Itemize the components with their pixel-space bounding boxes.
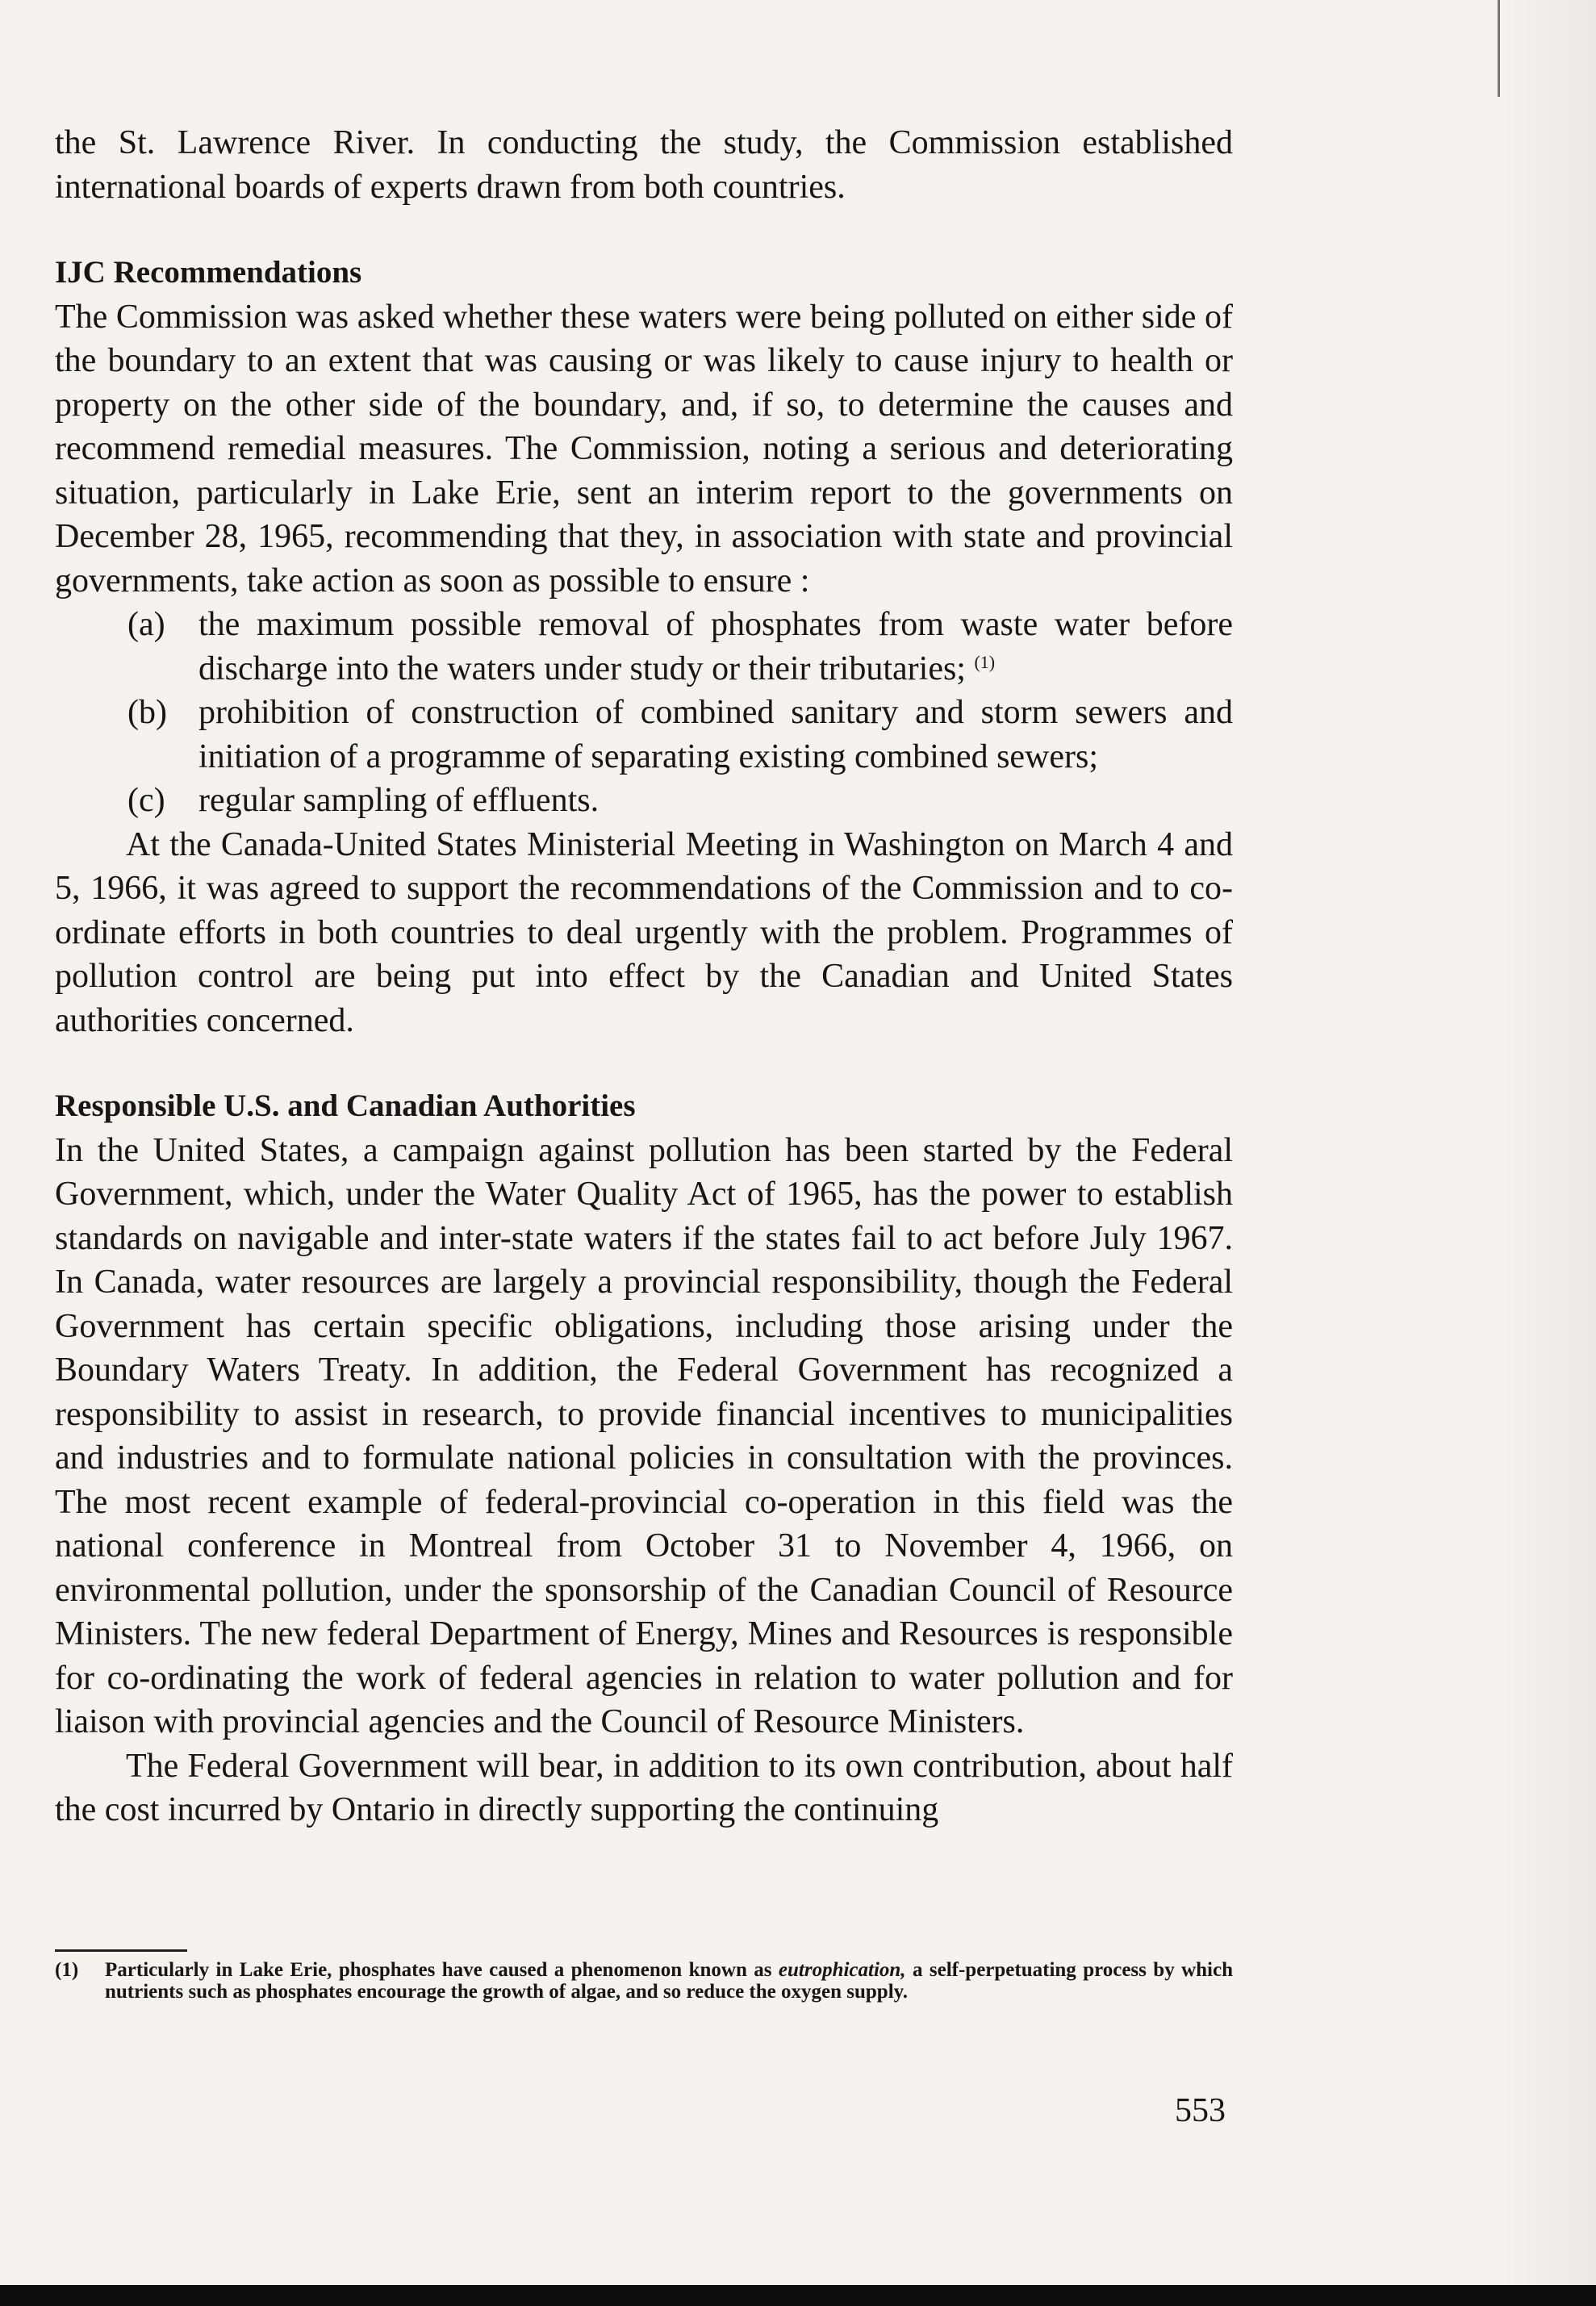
recommendations-list — [55, 603, 1233, 823]
list-item — [55, 779, 1233, 823]
list-item — [55, 691, 1233, 779]
scan-bottom-edge — [0, 2285, 1596, 2306]
footnote-text-after: a self-perpetuating process by which nutrients such as phosphates encourage the growth of algae, and so reduce the oxygen supply. — [105, 1959, 1234, 2003]
footnote-reference[interactable]: (1) — [974, 651, 996, 672]
footnote-marker: (1) — [55, 1959, 79, 1981]
footnote-text-before: Particularly in Lake Erie, phosphates have caused a phenomenon known as — [105, 1959, 772, 1981]
section2-paragraph-2: The Federal Government will bear, in addition to its own contribution, about half the cost incurred by Ontario in directly supporting the continuing — [55, 1747, 1233, 1828]
scan-edge-shadow — [1499, 0, 1596, 2306]
footnote — [55, 1959, 1233, 2003]
opening-paragraph: the St. Lawrence River. In conducting the study, the Commission established international boards of experts drawn from both countries. — [55, 124, 1233, 206]
footnote-term: eutrophication, — [778, 1959, 906, 1981]
list-item — [55, 603, 1233, 691]
list-marker: (b) — [127, 694, 167, 731]
footnote-divider — [55, 1949, 187, 1952]
spacer — [55, 1042, 1233, 1084]
scan-edge-mark — [1498, 0, 1500, 97]
list-marker: (c) — [127, 782, 165, 819]
spacer — [55, 209, 1233, 251]
list-item-text: prohibition of construction of combined sanitary and storm sewers and initiation of a programme of separating existing combined sewers; — [198, 694, 1233, 775]
section-heading-responsible-authorities: Responsible U.S. and Canadian Authorities — [55, 1088, 636, 1123]
page-number: 553 — [1175, 2092, 1226, 2129]
section1-paragraph: The Commission was asked whether these waters were being polluted on either side of the boundary to an extent that was causing or was likely to cause injury to health or property on the other side of the boundary, and, if so, to determine the causes and recommend remedial measures. The Commission, noting a serious and deteriorating situation, particularly in Lake Erie, sent an interim report to the governments on December 28, 1965, recommending that they, in association with state and provincial governments, take action as soon as possible to ensure : — [55, 298, 1233, 599]
list-marker: (a) — [127, 606, 165, 643]
section-heading-ijc-recommendations: IJC Recommendations — [55, 255, 362, 290]
section1-closing-paragraph: At the Canada-United States Ministerial Meeting in Washington on March 4 and 5, 1966, it was agreed to support the recommendations of the Commission and to co-ordinate efforts in both countries to deal urgently with the problem. Programmes of pollution control are being put into effect by the Canadian and United States authorities concerned. — [55, 825, 1233, 1039]
list-item-text: the maximum possible removal of phosphates from waste water before discharge into the waters under study or their tributaries; — [198, 606, 1233, 687]
section2-paragraph-1: In the United States, a campaign against pollution has been started by the Federal Government, which, under the Water Quality Act of 1965, has the power to establish standards on navigable and inter-state waters if the states fail to act before July 1967. In Canada, water resources are largely a provincial responsibility, though the Federal Government has certain specific obligations, including those arising under the Boundary Waters Treaty. In addition, the Federal Government has recognized a responsibility to assist in research, to provide financial incentives to municipalities and industries and to formulate national policies in consultation with the provinces. The most recent example of federal-provincial co-operation in this field was the national conference in Montreal from October 31 to November 4, 1966, on environmental pollution, under the sponsorship of the Canadian Council of Resource Ministers. The new federal Department of Energy, Mines and Resources is responsible for co-ordinating the work of federal agencies in relation to water pollution and for liaison with provincial agencies and the Council of Resource Ministers. — [55, 1131, 1233, 1740]
list-item-text: regular sampling of effluents. — [198, 782, 600, 819]
page-body — [55, 121, 1233, 1832]
footnote-text — [105, 1959, 1233, 2003]
